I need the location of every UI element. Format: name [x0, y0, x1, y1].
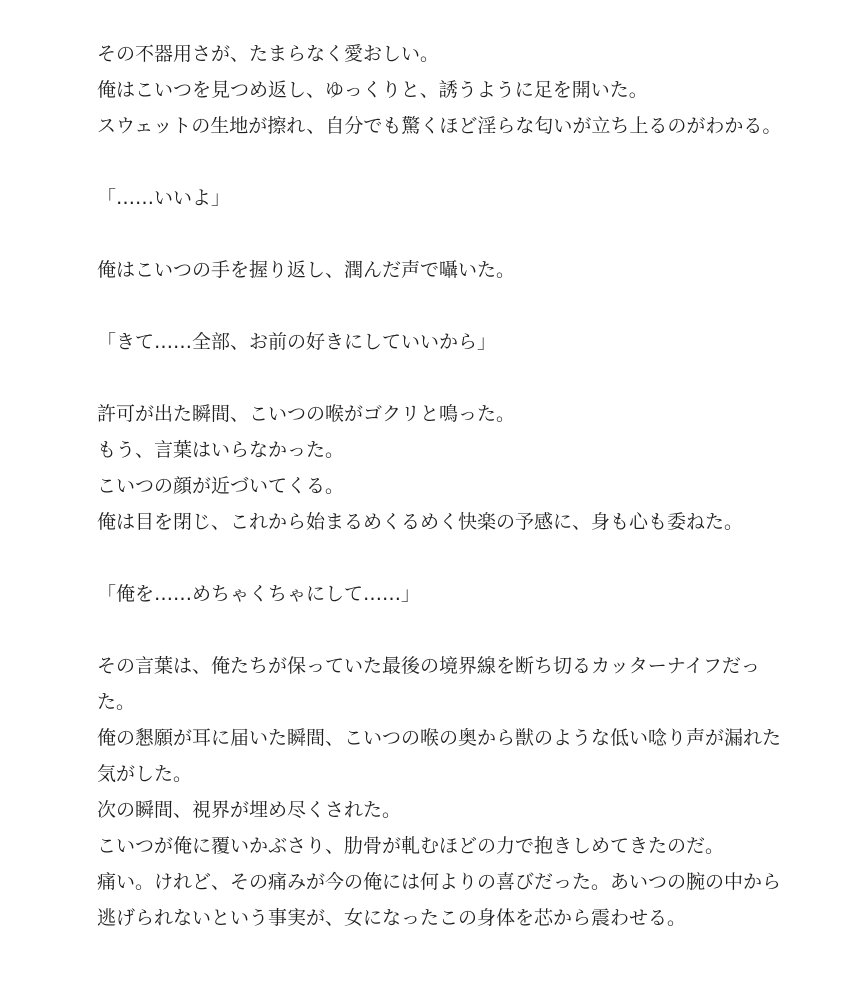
- paragraph: [97, 36, 785, 144]
- text-line: 痛い。けれど、その痛みが今の俺には何よりの喜びだった。あいつの腕の中から逃げられないという事実が、女になったこの身体を芯から震わせる。: [97, 871, 782, 929]
- text-line: こいつが俺に覆いかぶさり、肋骨が軋むほどの力で抱きしめてきたのだ。: [97, 835, 725, 857]
- paragraph: [97, 648, 785, 936]
- text-line: 俺の懇願が耳に届いた瞬間、こいつの喉の奥から獣のような低い唸り声が漏れた気がした。: [97, 727, 782, 785]
- text-line: 「俺を……めちゃくちゃにして……」: [97, 583, 421, 605]
- text-line: 俺は目を閉じ、これから始まるめくるめく快楽の予感に、身も心も委ねた。: [97, 511, 744, 533]
- text-content: [97, 36, 785, 936]
- text-line: 許可が出た瞬間、こいつの喉がゴクリと鳴った。: [97, 403, 516, 425]
- paragraph: [97, 576, 785, 612]
- paragraph: [97, 180, 785, 216]
- text-line: 俺はこいつを見つめ返し、ゆっくりと、誘うように足を開いた。: [97, 79, 648, 101]
- paragraph: [97, 252, 785, 288]
- text-line: その言葉は、俺たちが保っていた最後の境界線を断ち切るカッターナイフだった。: [97, 655, 760, 713]
- text-line: もう、言葉はいらなかった。: [97, 439, 345, 461]
- text-line: 俺はこいつの手を握り返し、潤んだ声で囁いた。: [97, 259, 516, 281]
- text-line: その不器用さが、たまらなく愛おしい。: [97, 43, 440, 65]
- paragraph: [97, 396, 785, 540]
- text-line: スウェットの生地が擦れ、自分でも驚くほど淫らな匂いが立ち上るのがわかる。: [97, 115, 782, 137]
- paragraph: [97, 324, 785, 360]
- text-line: 次の瞬間、視界が埋め尽くされた。: [97, 799, 402, 821]
- text-line: 「きて……全部、お前の好きにしていいから」: [97, 331, 497, 353]
- text-line: 「……いいよ」: [97, 187, 231, 209]
- text-line: こいつの顔が近づいてくる。: [97, 475, 345, 497]
